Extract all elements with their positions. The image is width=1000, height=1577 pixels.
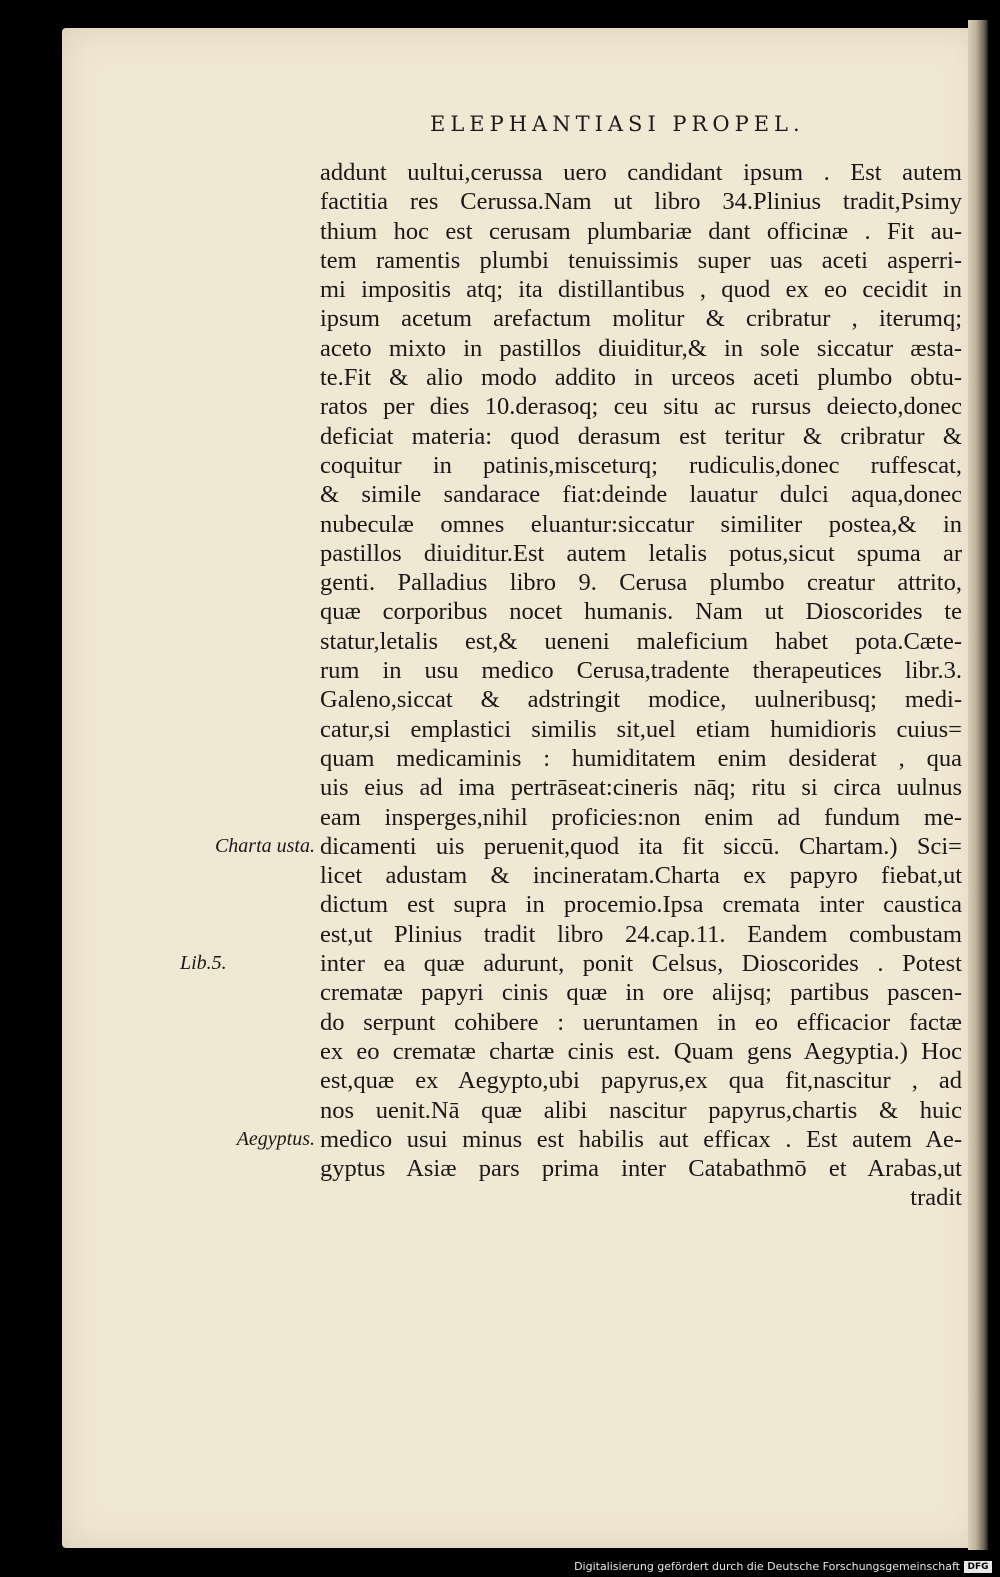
text-line: dictum est supra in procemio.Ipsa cremata inter caustica — [320, 891, 962, 919]
text-line: genti. Palladius libro 9. Cerusa plumbo creatur attrito, — [320, 569, 962, 597]
text-line: nos uenit.Nā quæ alibi nascitur papyrus,chartis & huic — [320, 1096, 962, 1124]
margin-note: Lib.5. — [180, 952, 227, 975]
margin-note: Charta usta. — [214, 834, 315, 857]
text-line: te.Fit & alio modo addito in urceos aceti plumbo obtu- — [320, 364, 962, 392]
text-line: statur,letalis est,& ueneni maleficium habet pota.Cæte- — [320, 627, 962, 655]
text-line: Galeno,siccat & adstringit modice, uulneribusq; medi- — [320, 686, 962, 714]
text-line: inter ea quæ adurunt, ponit Celsus, Dioscorides . Potest — [320, 950, 962, 978]
text-line: quæ corporibus nocet humanis. Nam ut Dioscorides te — [320, 598, 962, 626]
running-head: ELEPHANTIASI PROPEL. — [430, 112, 805, 136]
text-line: & simile sandarace fiat:deinde lauatur dulci aqua,donec — [320, 481, 962, 509]
text-line: est,quæ ex Aegypto,ubi papyrus,ex qua fit,nascitur , ad — [320, 1067, 962, 1095]
page-edge-shadow — [968, 20, 988, 1550]
footer-bar — [0, 1558, 1000, 1577]
text-line: medico usui minus est habilis aut efficax . Est autem Ae- — [320, 1125, 962, 1153]
body-text — [320, 158, 962, 1213]
text-line: tradit — [910, 1184, 962, 1212]
text-line: crematæ papyri cinis quæ in ore alijsq; partibus pascen- — [320, 979, 962, 1007]
text-line: licet adustam & incineratam.Charta ex papyro fiebat,ut — [320, 862, 962, 890]
text-line: uis eius ad ima pertrāseat:cineris nāq; ritu si circa uulnus — [320, 774, 962, 802]
text-line: eam insperges,nihil proficies:non enim ad fundum me- — [320, 803, 962, 831]
marginalia — [150, 158, 315, 1258]
text-line: coquitur in patinis,misceturq; rudiculis,donec ruffescat, — [320, 451, 962, 479]
text-line: thium hoc est cerusam plumbariæ dant officinæ . Fit au- — [320, 217, 962, 245]
text-line: ex eo crematæ chartæ cinis est. Quam gens Aegyptia.) Hoc — [320, 1037, 962, 1065]
text-line: factitia res Cerussa.Nam ut libro 34.Plinius tradit,Psimy — [320, 188, 962, 216]
text-line: quam medicaminis : humiditatem enim desiderat , qua — [320, 744, 962, 772]
margin-note: Aegyptus. — [236, 1127, 315, 1150]
text-line: tem ramentis plumbi tenuissimis super uas aceti asperri- — [320, 246, 962, 274]
text-line: ratos per dies 10.derasoq; ceu situ ac rursus deiecto,donec — [320, 393, 962, 421]
text-line: do serpunt cohibere : ueruntamen in eo efficacior factæ — [320, 1008, 962, 1036]
text-line: est,ut Plinius tradit libro 24.cap.11. Eandem combustam — [320, 920, 962, 948]
dfg-logo: DFG — [964, 1561, 992, 1573]
footer-credit: Digitalisierung gefördert durch die Deutsche Forschungsgemeinschaft — [574, 1560, 960, 1573]
text-line: ipsum acetum arefactum molitur & cribratur , iterumq; — [320, 305, 962, 333]
text-line: dicamenti uis peruenit,quod ita fit siccū. Chartam.) Sci= — [320, 832, 962, 860]
text-line: deficiat materia: quod derasum est teritur & cribratur & — [320, 422, 962, 450]
text-line: mi impositis atq; ita distillantibus , quod ex eo cecidit in — [320, 276, 962, 304]
text-line: nubeculæ omnes eluantur:siccatur similiter postea,& in — [320, 510, 962, 538]
text-line: gyptus Asiæ pars prima inter Catabathmō et Arabas,ut — [320, 1155, 962, 1183]
text-line: addunt uultui,cerussa uero candidant ipsum . Est autem — [320, 159, 962, 186]
text-line: catur,si emplastici similis sit,uel etiam humidioris cuius= — [320, 715, 962, 743]
text-line: pastillos diuiditur.Est autem letalis potus,sicut spuma ar — [320, 539, 962, 567]
text-line: aceto mixto in pastillos diuiditur,& in sole siccatur æsta- — [320, 334, 962, 362]
text-line: rum in usu medico Cerusa,tradente therapeutices libr.3. — [320, 657, 962, 685]
